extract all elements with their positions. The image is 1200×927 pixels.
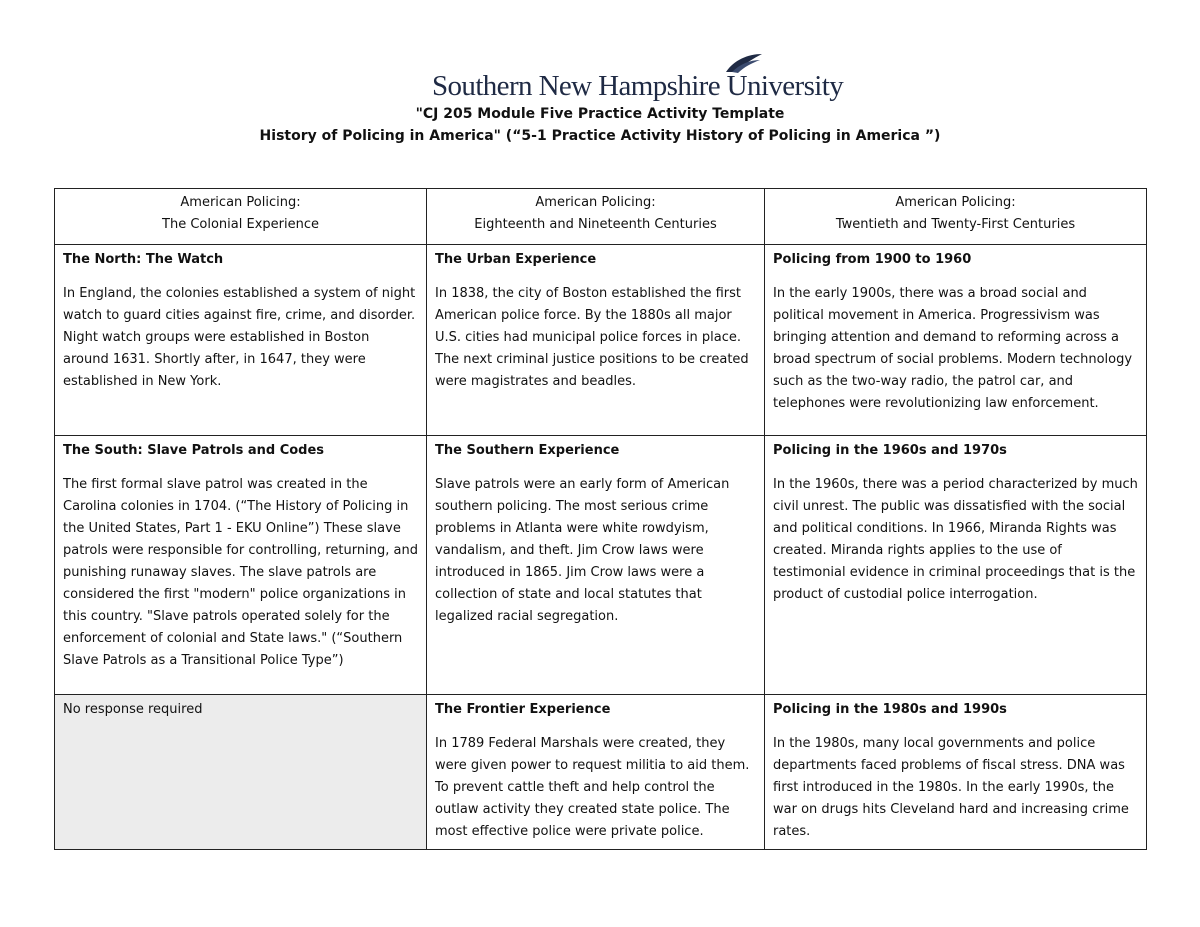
cell-body: In 1838, the city of Boston established the first American police force. By the 1880s all major U.S. cities had municipal police forces in place. The next criminal justice positions to be created were magistrates and beadles. (435, 286, 749, 389)
cell-heading: The South: Slave Patrols and Codes (63, 443, 325, 458)
cell-heading: Policing in the 1980s and 1990s (773, 702, 1007, 717)
table-cell (427, 695, 765, 850)
cell-body: In 1789 Federal Marshals were created, they were given power to request militia to aid them. To prevent cattle theft and help control the outlaw activity they created state police. The most effective police were private police. (435, 736, 750, 839)
cell-body: In England, the colonies established a system of night watch to guard cities against fire, crime, and disorder. Night watch groups were established in Boston around 1631. Shortly after, in 1647, they were established in New York. (63, 286, 416, 389)
document-title-line1: "CJ 205 Module Five Practice Activity Template (415, 106, 785, 122)
table-cell-no-response (55, 695, 427, 850)
column-header-20th-21st (765, 189, 1147, 245)
column-header-line2: Twentieth and Twenty-First Centuries (835, 217, 1076, 232)
cell-body: In the 1960s, there was a period characterized by much civil unrest. The public was dissatisfied with the social and political conditions. In 1966, Miranda Rights was created. Miranda rights applies to the use of testimonial evidence in criminal proceedings that is the product of custodial police interrogation. (773, 477, 1138, 602)
university-name: Southern New Hampshire University (432, 70, 844, 102)
table-header-row (55, 189, 1147, 245)
column-header-colonial (55, 189, 427, 245)
column-header-line1: American Policing: (535, 195, 656, 210)
cell-heading: The Urban Experience (435, 252, 597, 267)
cell-heading: The Frontier Experience (435, 702, 611, 717)
cell-body: In the early 1900s, there was a broad social and political movement in America. Progressivism was bringing attention and demand to reforming across a broad spectrum of social problems. Modern technology such as the two-way radio, the patrol car, and telephones were revolutionizing law enforcement. (773, 286, 1133, 411)
cell-heading: Policing from 1900 to 1960 (773, 252, 972, 267)
column-header-line1: American Policing: (180, 195, 301, 210)
document-title-line2: History of Policing in America" (“5-1 Practice Activity History of Policing in America ”) (259, 128, 941, 144)
column-header-line1: American Policing: (895, 195, 1016, 210)
cell-body: Slave patrols were an early form of American southern policing. The most serious crime problems in Atlanta were white rowdyism, vandalism, and theft. Jim Crow laws were introduced in 1865. Jim Crow laws were a collection of state and local statutes that legalized racial segregation. (435, 477, 730, 624)
no-response-note: No response required (63, 702, 203, 717)
cell-body: In the 1980s, many local governments and police departments faced problems of fiscal stress. DNA was first introduced in the 1980s. In the early 1990s, the war on drugs hits Cleveland hard and increasing crime rates. (773, 736, 1129, 839)
cell-heading: The North: The Watch (63, 252, 224, 267)
table-row (55, 436, 1147, 695)
table-cell (427, 245, 765, 436)
table-row (55, 695, 1147, 850)
column-header-line2: Eighteenth and Nineteenth Centuries (474, 217, 717, 232)
table-cell (55, 245, 427, 436)
table-cell (765, 245, 1147, 436)
cell-heading: The Southern Experience (435, 443, 620, 458)
column-header-18th-19th (427, 189, 765, 245)
university-logo (432, 52, 844, 102)
cell-body: The first formal slave patrol was created in the Carolina colonies in 1704. (“The History of Policing in the United States, Part 1 - EKU Online”) These slave patrols were responsible for controlling, returning, and punishing runaway slaves. The slave patrols are considered the first "modern" police organizations in this country. "Slave patrols operated solely for the enforcement of colonial and State laws." (“Southern Slave Patrols as a Transitional Police Type”) (63, 477, 418, 668)
policing-history-table (54, 188, 1147, 850)
table-cell (765, 436, 1147, 695)
table-cell (427, 436, 765, 695)
table-cell (55, 436, 427, 695)
table-row (55, 245, 1147, 436)
cell-heading: Policing in the 1960s and 1970s (773, 443, 1007, 458)
column-header-line2: The Colonial Experience (162, 217, 319, 232)
table-cell (765, 695, 1147, 850)
